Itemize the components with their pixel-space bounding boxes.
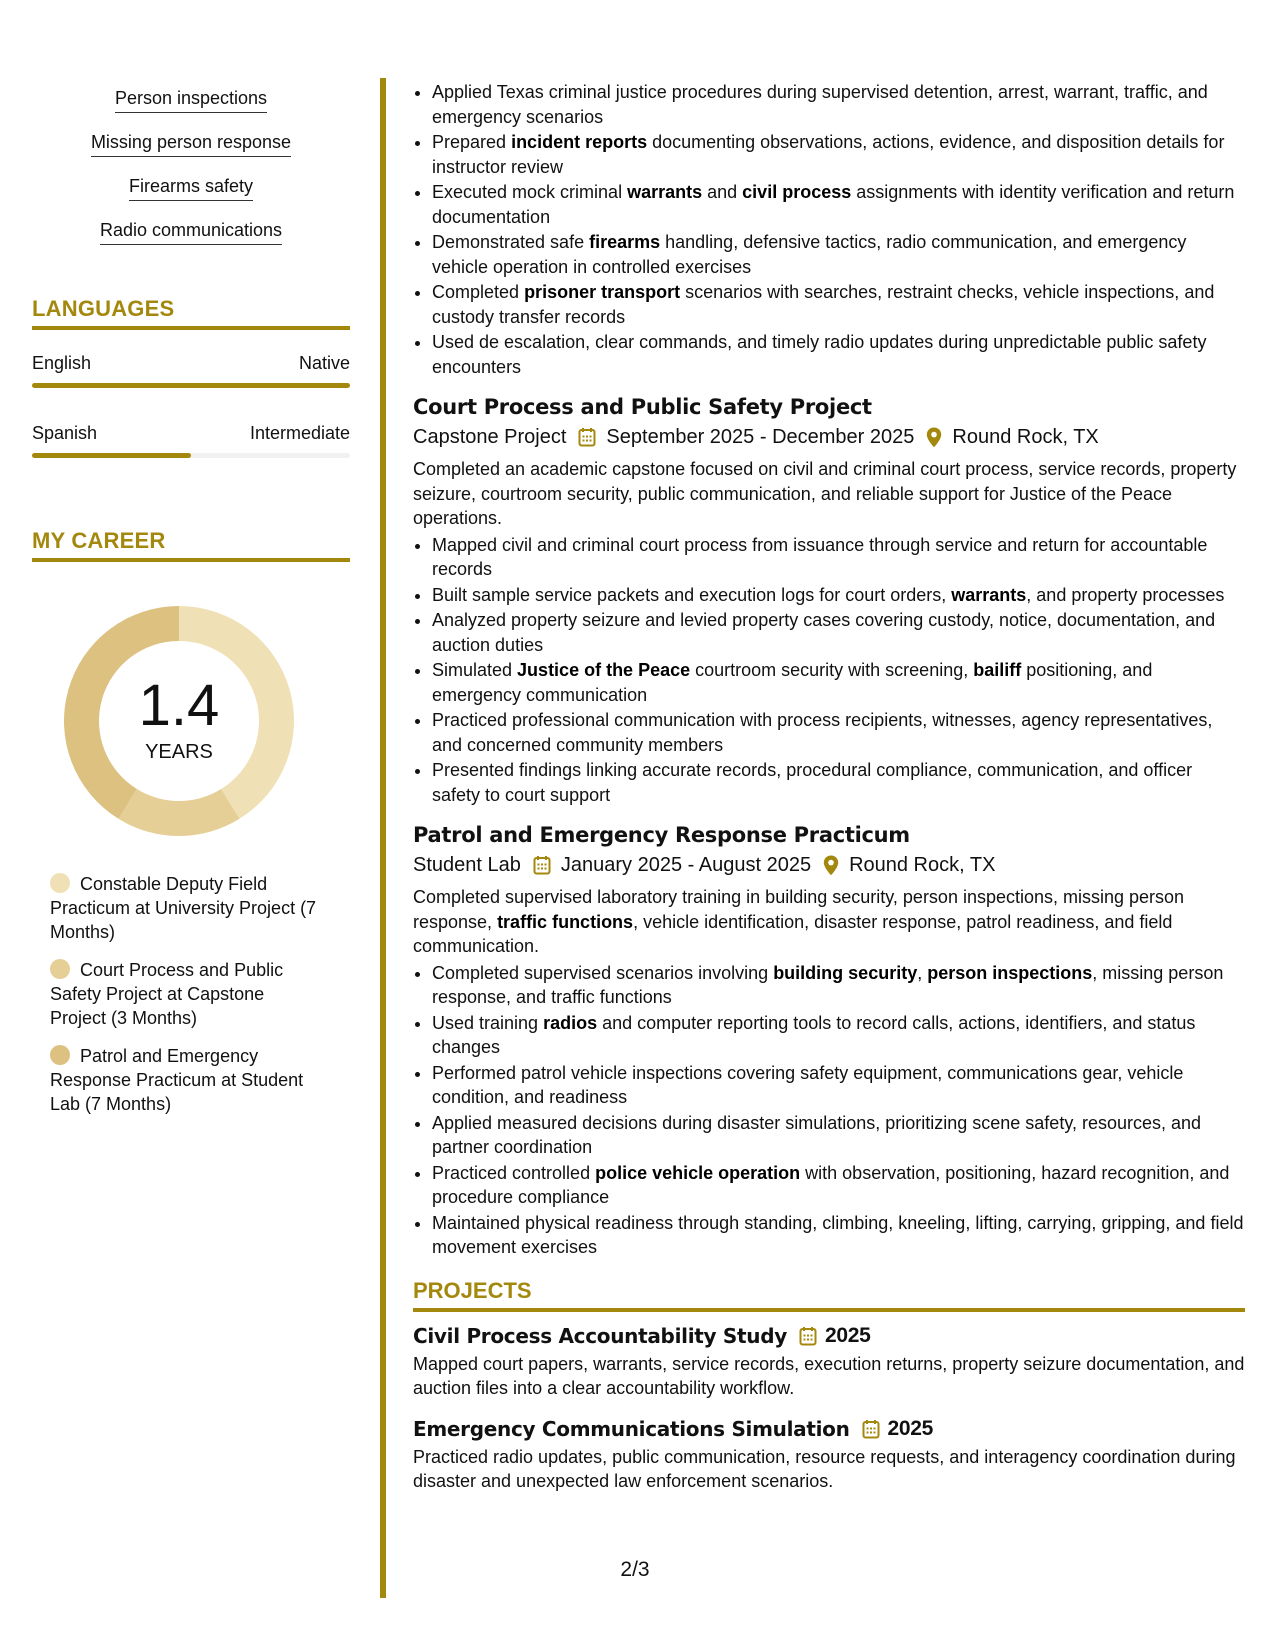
legend-dot xyxy=(50,873,70,893)
bullet-item: • Used de escalation, clear commands, and timely radio updates during unpredictable public safety encounters xyxy=(432,330,1245,379)
career-total-unit: YEARS xyxy=(145,741,213,763)
career-legend-item xyxy=(50,1044,320,1116)
career-legend-label: Constable Deputy Field Practicum at University Project (7 Months) xyxy=(50,874,317,942)
project-title-row xyxy=(413,1324,1245,1348)
entry-title: Court Process and Public Safety Project xyxy=(413,395,872,419)
experience-top-bullets xyxy=(413,80,1245,379)
project-description: Practiced radio updates, public communication, resource requests, and interagency coordination during disaster and unexpected law enforcement scenarios. xyxy=(413,1446,1236,1491)
language-bar xyxy=(32,383,350,388)
bullet-item: • Built sample service packets and execution logs for court orders, warrants, and property processes xyxy=(432,583,1245,608)
experience-entry xyxy=(413,823,1245,1260)
bullet-item: • Presented findings linking accurate records, procedural compliance, communication, and officer safety to court support xyxy=(432,758,1245,807)
language-bar-fill xyxy=(32,383,350,388)
entry-location: Round Rock, TX xyxy=(952,426,1099,448)
language-level: Native xyxy=(298,353,350,373)
entry-description: Completed an academic capstone focused on civil and criminal court process, service records, property seizure, courtroom security, public communication, and reliable support for Justice of the Peace operations. xyxy=(413,459,1237,528)
career-legend-item xyxy=(50,958,320,1030)
skill-item: Firearms safety xyxy=(129,174,253,201)
skills-list xyxy=(32,86,350,262)
bullet-item: • Executed mock criminal warrants and civil process assignments with identity verification and return documentation xyxy=(432,180,1245,229)
bullet-item: • Maintained physical readiness through standing, climbing, kneeling, lifting, carrying, gripping, and field movement exercises xyxy=(432,1211,1245,1260)
career-heading: MY CAREER xyxy=(32,528,350,562)
entry-bullets xyxy=(413,533,1245,808)
map-pin-icon xyxy=(926,427,942,448)
languages-list xyxy=(32,352,350,458)
bullet-item: • Performed patrol vehicle inspections covering safety equipment, communications gear, vehicle condition, and readiness xyxy=(432,1061,1245,1110)
main-content xyxy=(413,80,1245,1496)
entry-organization: Student Lab xyxy=(413,854,521,876)
project-year: 2025 xyxy=(824,1323,871,1347)
page-number: 2/3 xyxy=(620,1558,650,1581)
bullet-item: • Mapped civil and criminal court process from issuance through service and return for accountable records xyxy=(432,533,1245,582)
map-pin-icon xyxy=(823,855,839,876)
language-name: English xyxy=(32,353,92,373)
projects-heading: PROJECTS xyxy=(413,1278,1245,1312)
legend-dot xyxy=(50,959,70,979)
calendar-icon xyxy=(533,855,551,875)
bullet-item: • Used training radios and computer reporting tools to record calls, actions, identifiers, and status changes xyxy=(432,1011,1245,1060)
project-title: Civil Process Accountability Study xyxy=(413,1323,787,1348)
skill-item: Missing person response xyxy=(91,130,291,157)
entry-location: Round Rock, TX xyxy=(849,854,996,876)
bullet-item: • Analyzed property seizure and levied property cases covering custody, notice, documentation, and auction duties xyxy=(432,608,1245,657)
language-level: Intermediate xyxy=(249,423,350,443)
career-legend-label: Patrol and Emergency Response Practicum at Student Lab (7 Months) xyxy=(50,1046,304,1114)
bullet-item: • Simulated Justice of the Peace courtroom security with screening, bailiff positioning, and emergency communication xyxy=(432,658,1245,707)
bullet-item: • Completed supervised scenarios involving building security, person inspections, missing person response, and traffic functions xyxy=(432,961,1245,1010)
skill-item: Person inspections xyxy=(115,86,267,113)
entry-dates: September 2025 - December 2025 xyxy=(606,426,915,448)
career-legend xyxy=(50,872,320,1116)
bullet-item: • Completed prisoner transport scenarios with searches, restraint checks, vehicle inspections, and custody transfer records xyxy=(432,280,1245,329)
language-bar-fill xyxy=(32,453,191,458)
legend-dot xyxy=(50,1045,70,1065)
sidebar xyxy=(32,86,350,1130)
project-entry xyxy=(413,1417,1245,1494)
career-donut-chart xyxy=(64,606,294,836)
bullet-item: • Practiced controlled police vehicle operation with observation, positioning, hazard recognition, and procedure compliance xyxy=(432,1161,1245,1210)
languages-heading: LANGUAGES xyxy=(32,296,350,330)
project-entry xyxy=(413,1324,1245,1401)
entry-description: Completed supervised laboratory training in building security, person inspections, missing person response, traffic functions, vehicle identification, disaster response, patrol readiness, and field communication. xyxy=(413,887,1185,956)
entry-title: Patrol and Emergency Response Practicum xyxy=(413,823,910,847)
language-english xyxy=(32,352,350,388)
language-spanish xyxy=(32,422,350,458)
career-legend-label: Court Process and Public Safety Project at Capstone Project (3 Months) xyxy=(50,960,284,1028)
project-title: Emergency Communications Simulation xyxy=(413,1416,850,1441)
calendar-icon xyxy=(799,1326,817,1346)
project-title-row xyxy=(413,1417,1245,1441)
entry-meta xyxy=(413,851,1245,879)
experience-entry xyxy=(413,395,1245,807)
entry-dates: January 2025 - August 2025 xyxy=(560,854,812,876)
bullet-item: • Applied measured decisions during disaster simulations, prioritizing scene safety, resources, and partner coordination xyxy=(432,1111,1245,1160)
calendar-icon xyxy=(862,1419,880,1439)
bullet-item: • Practiced professional communication with process recipients, witnesses, agency representatives, and concerned community members xyxy=(432,708,1245,757)
entry-bullets xyxy=(413,961,1245,1260)
entry-organization: Capstone Project xyxy=(413,426,567,448)
bullet-item: • Prepared incident reports documenting observations, actions, evidence, and disposition details for instructor review xyxy=(432,130,1245,179)
career-total-value: 1.4 xyxy=(138,673,220,738)
language-bar xyxy=(32,453,350,458)
project-year: 2025 xyxy=(887,1416,934,1440)
language-name: Spanish xyxy=(32,423,98,443)
entry-meta xyxy=(413,423,1245,451)
bullet-item: • Demonstrated safe firearms handling, defensive tactics, radio communication, and emergency vehicle operation in controlled exercises xyxy=(432,230,1245,279)
bullet-item: • Applied Texas criminal justice procedures during supervised detention, arrest, warrant, traffic, and emergency scenarios xyxy=(432,80,1245,129)
column-divider xyxy=(380,78,386,1598)
project-description: Mapped court papers, warrants, service records, execution returns, property seizure documentation, and auction files into a clear accountability workflow. xyxy=(413,1353,1245,1398)
skill-item: Radio communications xyxy=(100,218,282,245)
calendar-icon xyxy=(578,427,596,447)
career-legend-item xyxy=(50,872,320,944)
